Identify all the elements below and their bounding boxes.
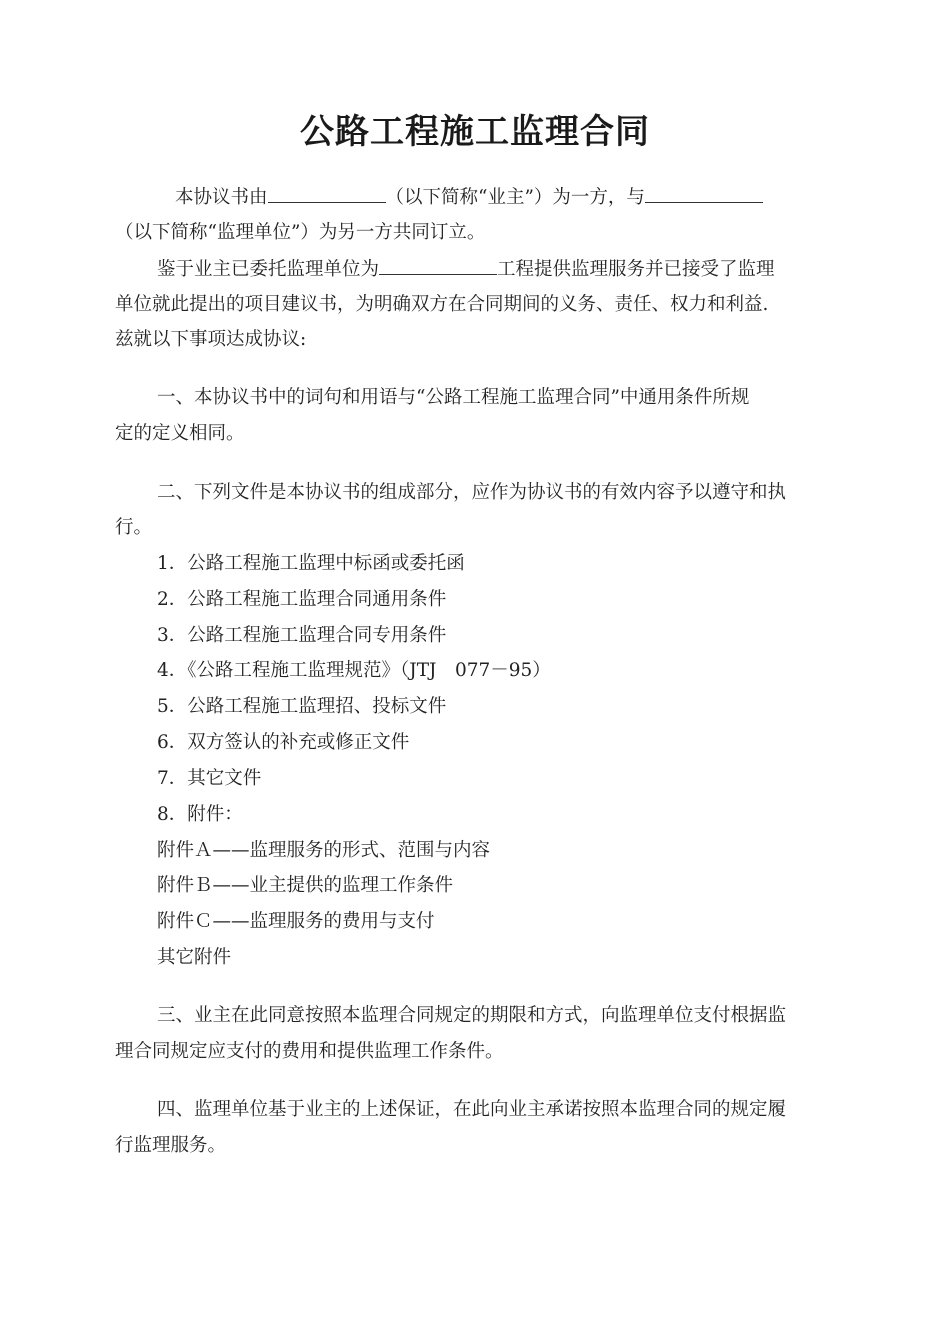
intro-line-2: （以下简称“监理单位”）为另一方共同订立。	[115, 222, 486, 243]
intro-line-1	[175, 184, 763, 212]
clause-3-line-1: 三、业主在此同意按照本监理合同规定的期限和方式，向监理单位支付根据监	[157, 1005, 787, 1026]
clause-2-line-1: 二、下列文件是本协议书的组成部分，应作为协议书的有效内容予以遵守和执	[157, 482, 787, 503]
list-item: 4．《公路工程施工监理规范》（JTJ 077－95）	[157, 660, 551, 681]
intro-text-a: 本协议书由	[175, 187, 268, 208]
list-item: 附件Ｃ——监理服务的费用与支付	[157, 911, 435, 932]
whereas-line-3: 兹就以下事项达成协议:	[115, 329, 307, 350]
project-name-blank[interactable]	[379, 256, 497, 275]
whereas-line-1	[157, 256, 775, 284]
intro-text-b: （以下简称“业主”）为一方，与	[385, 187, 645, 208]
clause-3-line-2: 理合同规定应支付的费用和提供监理工作条件。	[115, 1041, 504, 1062]
owner-name-blank[interactable]	[268, 184, 386, 203]
list-item: 8．附件：	[157, 804, 243, 825]
list-item: 6．双方签认的补充或修正文件	[157, 732, 410, 753]
clause-2-line-2: 行。	[115, 517, 153, 538]
list-item: 1．公路工程施工监理中标函或委托函	[157, 553, 465, 574]
document-title: 公路工程施工监理合同	[300, 112, 650, 152]
whereas-text-b: 工程提供监理服务并已接受了监理	[497, 259, 775, 280]
clause-1-line-1: 一、本协议书中的词句和用语与“公路工程施工监理合同”中通用条件所规	[157, 387, 750, 408]
list-item: 7．其它文件	[157, 768, 262, 789]
whereas-text-a: 鉴于业主已委托监理单位为	[157, 259, 380, 280]
list-item: 5．公路工程施工监理招、投标文件	[157, 696, 447, 717]
list-item: 附件Ａ——监理服务的形式、范围与内容	[157, 840, 491, 861]
whereas-line-2: 单位就此提出的项目建议书，为明确双方在合同期间的义务、责任、权力和利益.	[115, 294, 769, 315]
clause-1-line-2: 定的定义相同。	[115, 423, 245, 444]
list-item: 附件Ｂ——业主提供的监理工作条件	[157, 875, 454, 896]
clause-4-line-1: 四、监理单位基于业主的上述保证，在此向业主承诺按照本监理合同的规定履	[157, 1099, 787, 1120]
list-item: 2．公路工程施工监理合同通用条件	[157, 589, 447, 610]
list-item: 3．公路工程施工监理合同专用条件	[157, 625, 447, 646]
clause-4-line-2: 行监理服务。	[115, 1135, 227, 1156]
list-item: 其它附件	[157, 947, 232, 968]
contractor-name-blank[interactable]	[645, 184, 763, 203]
